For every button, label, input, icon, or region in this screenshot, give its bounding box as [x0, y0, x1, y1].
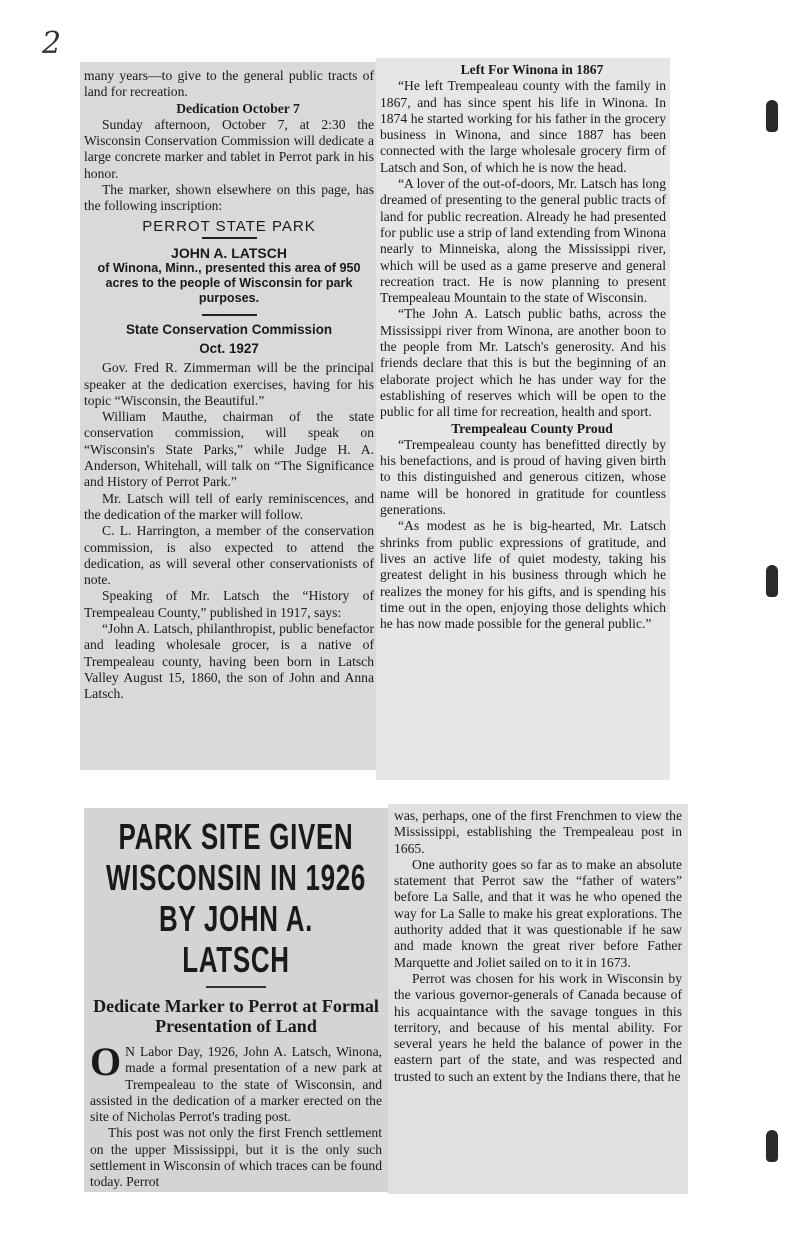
inscription-title: PERROT STATE PARK [142, 217, 316, 235]
paragraph: One authority goes so far as to make an absolute statement that Perrot saw the “father of waters” before La Salle, and that it was he who opened the way for La Salle to make his great explorations. The authority added that it was questionable if he saw and made known the great river before Father Marquette and Joliet sailed on to it in 1673. [394, 856, 682, 970]
column-top-right [380, 62, 666, 632]
paragraph: “He left Trempealeau county with the family in 1867, and has since spent his life in Winona. In 1874 he started working for his father in the grocery business in Winona, and since 1887 has been connected with the large wholesale grocery firm of Latsch and Son, of which he is now the head. [380, 78, 666, 175]
paragraph: Gov. Fred R. Zimmerman will be the principal speaker at the dedication exercises, having for his topic “Wisconsin, the Beautiful.” [84, 360, 374, 408]
clipping-top-right [376, 58, 670, 780]
paragraph: many years—to give to the general public tracts of land for recreation. [84, 68, 374, 100]
paragraph: This post was not only the first French settlement on the upper Mississippi, but it is the only such settlement in Wisconsin of which traces can be found today. Perrot [90, 1125, 382, 1190]
heading-winona: Left For Winona in 1867 [460, 62, 604, 77]
divider [202, 237, 257, 239]
inscription-box [84, 219, 374, 357]
subhead: Dedicate Marker to Perrot at Formal Presentation of Land [93, 996, 379, 1036]
binder-hole-middle [766, 565, 778, 597]
paragraph: William Mauthe, chairman of the state conservation commission, will speak on “Wisconsin's State Parks,” while Judge H. A. Anderson, Whitehall, will talk on “The Significance and History of Perrot Park.” [84, 409, 374, 490]
paragraph: Sunday afternoon, October 7, at 2:30 the Wisconsin Conservation Commission will dedicate a large concrete marker and tablet in Perrot park in his honor. [84, 116, 374, 181]
binder-hole-bottom [766, 1130, 778, 1162]
clipping-top-left [80, 62, 378, 770]
paragraph: “Trempealeau county has benefitted directly by his benefactions, and is proud of having given birth to this distinguished and generous citizen, whose name will be honored in gratitude for countless generations. [380, 436, 666, 518]
clipping-bottom-right [388, 804, 688, 1194]
heading-dedication: Dedication October 7 [176, 100, 300, 116]
inscription-commission: State Conservation Commission [125, 322, 333, 338]
paragraph: “The John A. Latsch public baths, across the Mississippi river from Winona, are another boon to the people from Mr. Latsch's generosity. And his friends declare that this is but the beginning of an elaborate project which he has under way for the establishing of reserves which will be open to the public for all time for recreation, health and sport. [380, 306, 666, 420]
paragraph: Mr. Latsch will tell of early reminiscences, and the dedication of the marker will follow. [84, 490, 374, 522]
column-bottom-left [90, 812, 382, 1191]
clipping-bottom-left [84, 808, 388, 1192]
inscription-name: JOHN A. LATSCH [171, 244, 287, 261]
inscription-body: of Winona, Minn., presented this area of 950 acres to the people of Wisconsin for park purposes. [97, 261, 361, 306]
binder-hole-top [766, 100, 778, 132]
divider [202, 314, 257, 316]
heading-proud: Trempealeau County Proud [451, 420, 613, 436]
paragraph: Perrot was chosen for his work in Wisconsin by the various governor-generals of Canada because of his acquaintance with the savage tongues in this territory, and because of his mental ability. For several years he held the balance of power in the eastern part of the state, and was respected and trusted to such an extent by the Indians there, that he [394, 970, 682, 1084]
column-top-left [84, 68, 374, 703]
paragraph: C. L. Harrington, a member of the conservation commission, is also expected to attend the dedication, as will several other conservationists of note. [84, 523, 374, 588]
column-bottom-right [394, 808, 682, 1085]
page-number: 2 [42, 26, 62, 61]
paragraph: “A lover of the out-of-doors, Mr. Latsch has long dreamed of presenting to the general public tracts of land for public recreation. Already he had presented for public use a strip of land extending from Winona nearly to Minneiska, along the Mississippi river, which will be used as a game preserve and general recreation tract. He is now planning to present Trempealeau Mountain to the state of Wisconsin. [380, 176, 666, 306]
paragraph: “As modest as he is big-hearted, Mr. Latsch shrinks from public expressions of gratitude, and lives an active life of quiet modesty, taking his greatest delight in his business through which he realizes the money for his gifts, and is spending his time out in the open, enjoying those delights which he has now made possible for the general public.” [380, 518, 666, 632]
headline: PARK SITE GIVEN WISCONSIN IN 1926 BY JOHN A. LATSCH [106, 816, 366, 980]
drop-cap: O [90, 1039, 122, 1084]
paragraph: was, perhaps, one of the first Frenchmen to view the Mississippi, establishing the Trempealeau post in 1665. [394, 808, 682, 856]
inscription-date: Oct. 1927 [199, 341, 259, 357]
paragraph: “John A. Latsch, philanthropist, public benefactor and leading wholesale grocer, is a native of Trempealeau county, having been born in Latsch Valley August 15, 1860, the son of John and Anna Latsch. [84, 621, 374, 702]
lead-paragraph [90, 1039, 382, 1125]
paragraph: The marker, shown elsewhere on this page, has the following inscription: [84, 182, 374, 214]
lead-text: N Labor Day, 1926, John A. Latsch, Winona, made a formal presentation of a new park at Trempealeau to the state of Wisconsin, and assisted in the dedication of a marker erected on the site of Nicholas Perrot's trading post. [90, 1044, 382, 1125]
divider [206, 986, 266, 988]
paragraph: Speaking of Mr. Latsch the “History of Trempealeau County,” published in 1917, says: [84, 588, 374, 620]
